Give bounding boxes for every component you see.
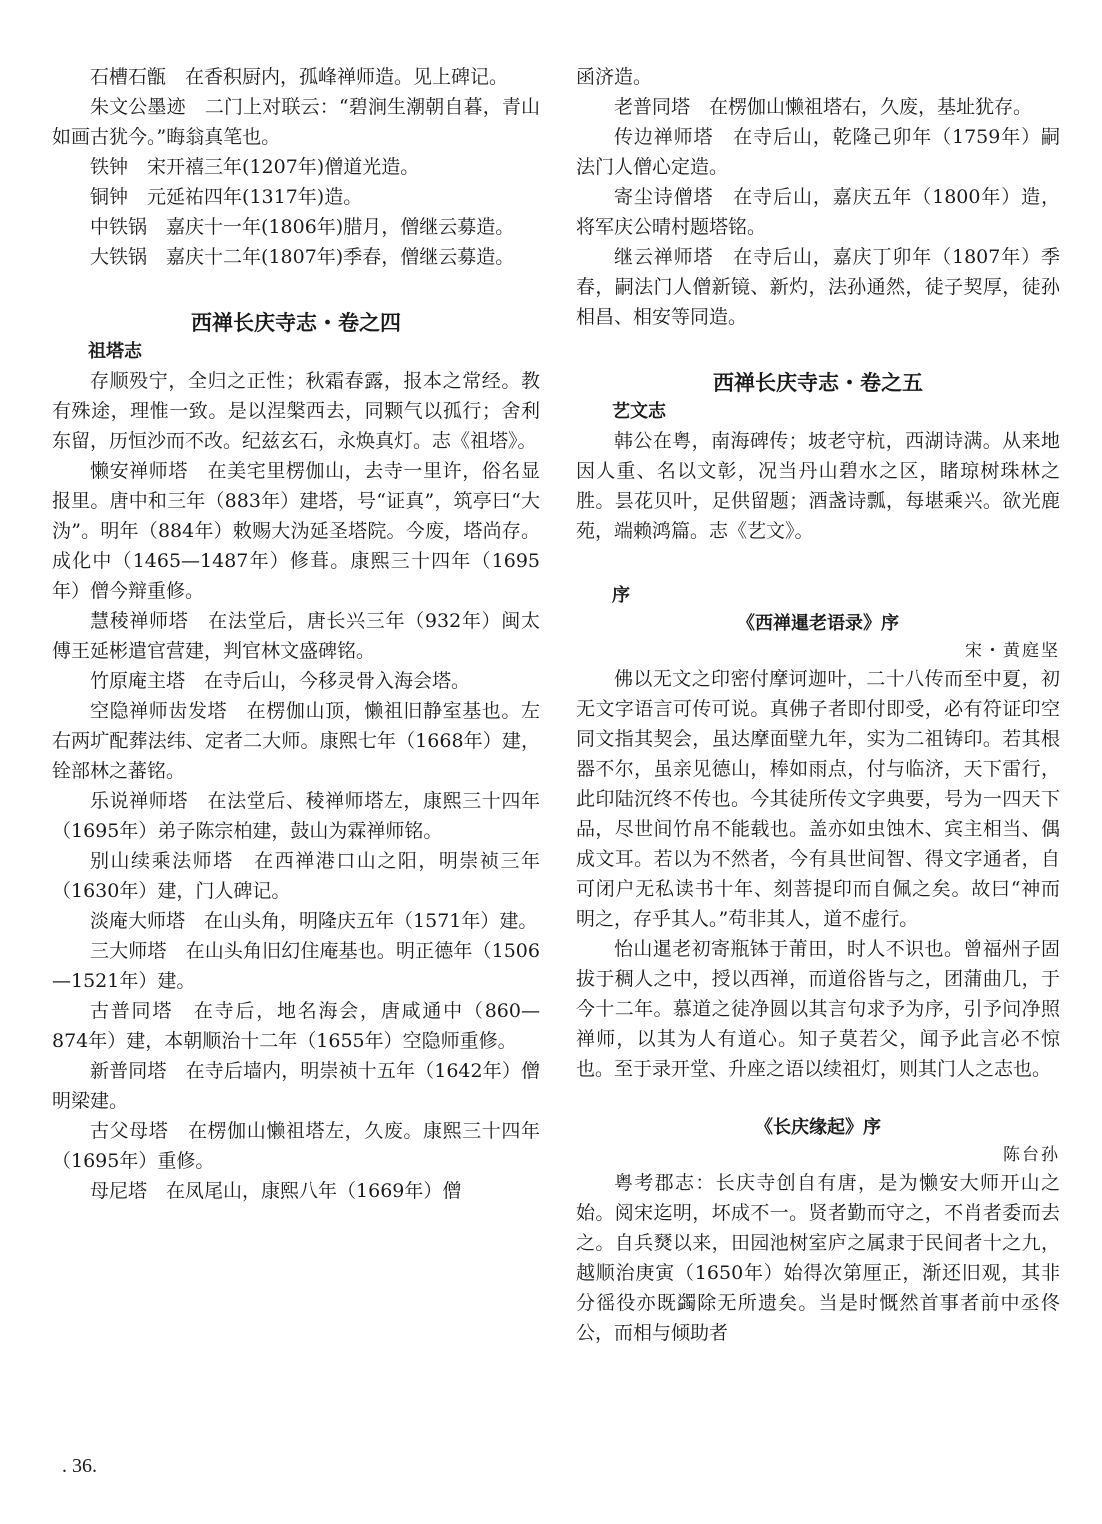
pagoda-entry: 乐说禅师塔 在法堂后、稜禅师塔左，康熙三十四年（1695年）弟子陈宗柏建，鼓山为霖禅师铭。 <box>52 790 540 842</box>
entry-medium-iron-pot: 中铁锅 嘉庆十一年(1806年)腊月，僧继云募造。 <box>90 216 515 238</box>
essay-xichan-preface <box>576 610 1060 1084</box>
entry-bronze-bell: 铜钟 元延祐四年(1317年)造。 <box>90 186 363 208</box>
pagoda-entry: 传边禅师塔 在寺后山，乾隆己卯年（1759年）嗣法门人僧心定造。 <box>576 126 1060 178</box>
page-number: . 36. <box>62 1455 97 1477</box>
left-column <box>52 62 540 1206</box>
pagoda-entry: 竹原庵主塔 在寺后山，今移灵骨入海会塔。 <box>90 670 471 692</box>
essay-paragraph: 粤考郡志：长庆寺创自有唐，是为懒安大师开山之始。阅宋迄明，坏成不一。贤者勤而守之，不肖者委而去之。自兵燹以来，田园池树室庐之属隶于民间者十之九，越顺治庚寅（1650年）始得次第厘正，渐还旧观，其非分徭役亦既蠲除无所遗矣。当是时慨然首事者前中丞佟公，而相与倾助者 <box>576 1172 1060 1344</box>
entry-stone-steamer: 石槽石甑 在香积厨内，孤峰禅师造。见上碑记。 <box>90 66 509 88</box>
pagoda-entry: 慧稜禅师塔 在法堂后，唐长兴三年（932年）闽太傅王延彬遣官营建，判官林文盛碑铭。 <box>52 610 540 662</box>
pagoda-list-continued <box>576 92 1060 332</box>
section-intro: 存顺殁宁，全归之正性；秋霜春露，报本之常经。教有殊途，理惟一致。是以涅槃西去，同颗气以孤行；舍利东留，历恒沙而不改。纪兹玄石，永焕真灯。志《祖塔》。 <box>52 370 540 452</box>
pagoda-entry: 新普同塔 在寺后墙内，明崇祯十五年（1642年）僧明梁建。 <box>52 1060 540 1112</box>
pagoda-entry: 古普同塔 在寺后，地名海会，唐咸通中（860—874年）建，本朝顺治十二年（1655年）空隐师重修。 <box>52 1000 540 1052</box>
volume-five-heading: 西禅长庆寺志・卷之五 <box>713 371 923 395</box>
right-column <box>576 62 1060 1348</box>
entry-iron-bell: 铁钟 宋开禧三年(1207年)僧道光造。 <box>90 156 420 178</box>
section-title: 艺文志 <box>612 401 666 422</box>
preface-label: 序 <box>612 585 630 606</box>
essay-changqing-preface <box>576 1114 1060 1348</box>
essay-paragraph: 佛以无文之印密付摩诃迦叶，二十八传而至中夏，初无文字语言可传可说。真佛子者即付即受，必有符证印空同文指其契会，虽达摩面壁九年，实为二祖铸印。若其根器不尔，虽亲见德山，棒如雨点，付与临济，天下雷行，此印陆沉终不传也。今其徒所传文字典要，号为一四天下品，尽世间竹帛不能载也。盖亦如虫蚀木、宾主相当、偶成文耳。若以为不然者，今有具世间智、得文字通者，自可闭户无私读书十年、刻菩提印而自佩之矣。故曰“神而明之，存乎其人。”苟非其人，道不虚行。 <box>576 668 1060 930</box>
pagoda-entry: 三大师塔 在山头角旧幻住庵基也。明正德年（1506—1521年）建。 <box>52 940 540 992</box>
section-intro: 韩公在粤，南海碑传；坡老守杭，西湖诗满。从来地因人重、名以文彰，况当丹山碧水之区，睹琼树珠林之胜。昙花贝叶，足供留题；酒盏诗瓢，每堪乘兴。欲光鹿苑，端赖鸿篇。志《艺文》。 <box>576 430 1060 542</box>
continued-text: 函济造。 <box>576 66 653 88</box>
pagoda-entry: 空隐禅师齿发塔 在楞伽山顶，懒祖旧静室基也。左右两圹配葬法纬、定者二大师。康熙七年（1668年）建，铨部林之蕃铭。 <box>52 700 540 782</box>
inventory-list <box>52 62 540 272</box>
pagoda-entry: 寄尘诗僧塔 在寺后山，嘉庆五年（1800年）造，将军庆公晴村题塔铭。 <box>576 186 1060 238</box>
essay-author: 陈台孙 <box>1003 1145 1060 1165</box>
pagoda-entry: 母尼塔 在凤尾山，康熙八年（1669年）僧 <box>90 1180 462 1202</box>
entry-large-iron-pot: 大铁锅 嘉庆十二年(1807年)季春，僧继云募造。 <box>90 246 515 268</box>
essay-author: 宋・黄庭坚 <box>965 641 1060 661</box>
pagoda-entry: 懒安禅师塔 在美宅里楞伽山，去寺一里许，俗名显报里。唐中和三年（883年）建塔，号“证真”，筑亭曰“大沩”。明年（884年）敕赐大沩延圣塔院。今废，塔尚存。成化中（1465—1487年）修葺。康熙三十四年（1695年）僧今辩重修。 <box>52 460 540 602</box>
pagoda-entry: 别山续乘法师塔 在西禅港口山之阳，明崇祯三年（1630年）建，门人碑记。 <box>52 850 540 902</box>
essay-title: 《长庆缘起》序 <box>755 1117 881 1138</box>
pagoda-entry: 老普同塔 在楞伽山懒祖塔右，久废，基址犹存。 <box>614 96 1033 118</box>
pagoda-list <box>52 456 540 1206</box>
pagoda-entry: 淡庵大师塔 在山头角，明隆庆五年（1571年）建。 <box>90 910 538 932</box>
section-title: 祖塔志 <box>88 341 142 362</box>
essay-title: 《西禅暹老语录》序 <box>737 613 899 634</box>
essay-paragraph: 怡山暹老初寄瓶钵于莆田，时人不识也。曾福州子固拔于稠人之中，授以西禅，而道俗皆与之，团蒲曲几，于今十二年。慕道之徒净圆以其言句求予为序，引予问净照禅师，以其为人有道心。知子莫若父，闻予此言必不惊也。至于录开堂、升座之语以续祖灯，则其门人之志也。 <box>576 938 1060 1080</box>
entry-zhuxi-calligraphy: 朱文公墨迹 二门上对联云：“碧涧生潮朝自暮，青山如画古犹今。”晦翁真笔也。 <box>52 96 540 148</box>
pagoda-entry: 古父母塔 在楞伽山懒祖塔左，久废。康熙三十四年（1695年）重修。 <box>52 1120 540 1172</box>
pagoda-entry: 继云禅师塔 在寺后山，嘉庆丁卯年（1807年）季春，嗣法门人僧新镜、新灼，法孙通然，徒子契厚，徒孙相昌、相安等同造。 <box>576 246 1060 328</box>
volume-four-heading: 西禅长庆寺志・卷之四 <box>191 311 401 335</box>
